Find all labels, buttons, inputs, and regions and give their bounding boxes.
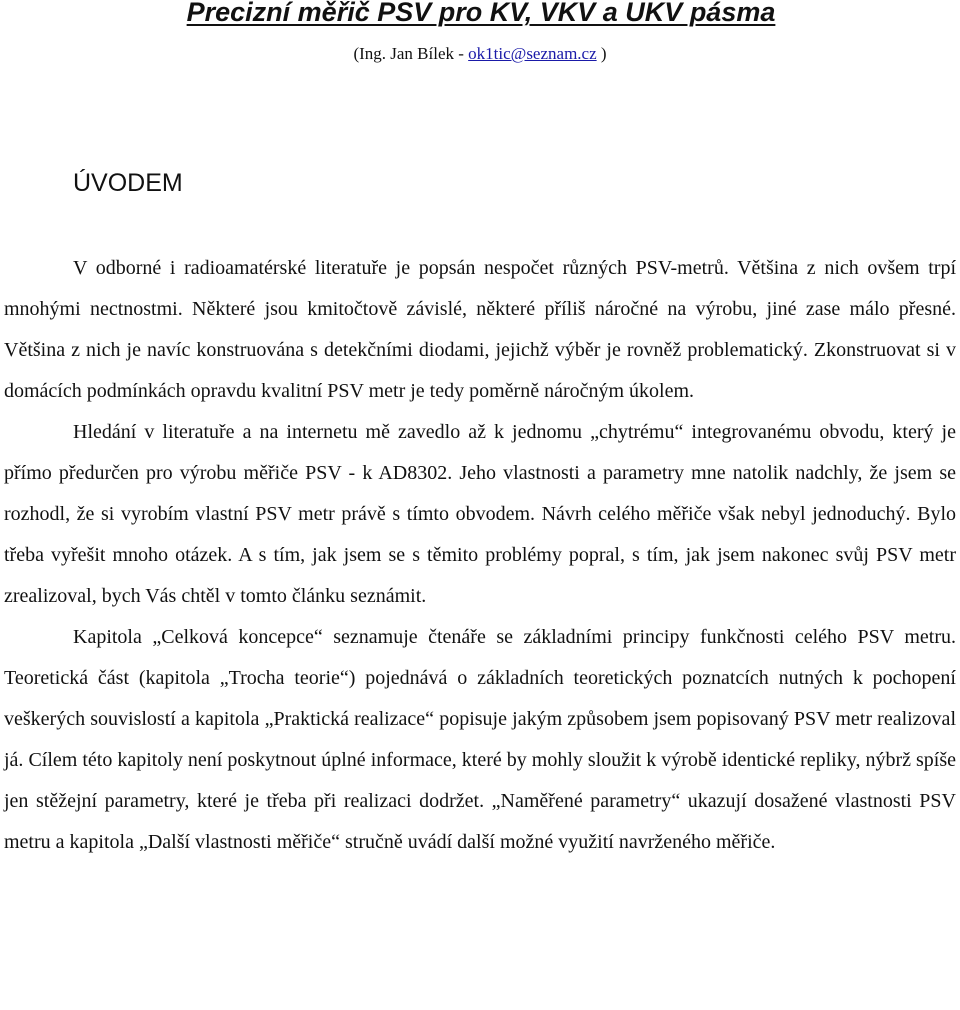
paragraph: V odborné i radioamatérské literatuře je popsán nespočet různých PSV-metrů. Většina z nich ovšem trpí mnohými nectnostmi. Některé jsou kmitočtově závislé, některé příliš náročné na výrobu, jiné zase málo přesné. Většina z nich je navíc konstruována s detekčními diodami, jejichž výběr je rovněž problematický. Zkonstruovat si v domácích podmínkách opravdu kvalitní PSV metr je tedy poměrně náročným úkolem. <box>4 257 956 402</box>
body-text <box>4 248 956 863</box>
paragraph: Hledání v literatuře a na internetu mě zavedlo až k jednomu „chytrému“ integrovanému obvodu, který je přímo předurčen pro výrobu měřiče PSV - k AD8302. Jeho vlastnosti a parametry mne natolik nadchly, že jsem se rozhodl, že si vyrobím vlastní PSV metr právě s tímto obvodem. Návrh celého měřiče však nebyl jednoduchý. Bylo třeba vyřešit mnoho otázek. A s tím, jak jsem se s těmito problémy popral, s tím, jak jsem nakonec svůj PSV metr zrealizoval, bych Vás chtěl v tomto článku seznámit. <box>4 421 956 607</box>
author-suffix: ) <box>596 44 607 63</box>
author-email-link[interactable]: ok1tic@seznam.cz <box>468 44 597 63</box>
author-prefix: (Ing. Jan Bílek - <box>353 44 469 63</box>
section-heading: ÚVODEM <box>73 169 183 197</box>
document-title: Precizní měřič PSV pro KV, VKV a UKV pásma <box>186 0 776 27</box>
paragraph: Kapitola „Celková koncepce“ seznamuje čtenáře se základními principy funkčnosti celého PSV metru. Teoretická část (kapitola „Trocha teorie“) pojednává o základních teoretických poznatcích nutných k pochopení veškerých souvislostí a kapitola „Praktická realizace“ popisuje jakým způsobem jsem popisovaný PSV metr realizoval já. Cílem této kapitoly není poskytnout úplné informace, které by mohly sloužit k výrobě identické repliky, nýbrž spíše jen stěžejní parametry, které je třeba při realizaci dodržet. „Naměřené parametry“ ukazují dosažené vlastnosti PSV metru a kapitola „Další vlastnosti měřiče“ stručně uvádí další možné využití navrženého měřiče. <box>4 626 956 853</box>
author-line <box>0 42 960 66</box>
